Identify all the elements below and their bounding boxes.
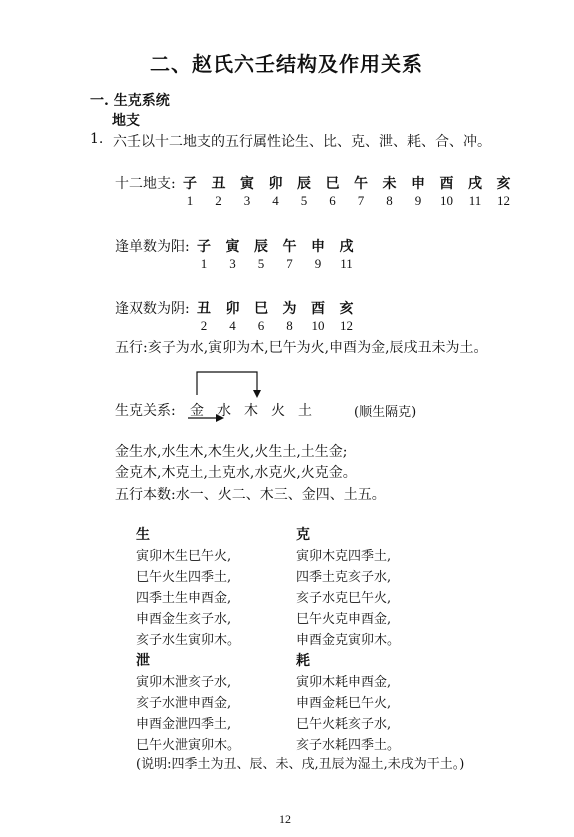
ke-line: 金克木,木克土,土克水,水克火,火克金。 bbox=[115, 465, 357, 481]
even-char: 卯 bbox=[225, 301, 240, 317]
branch-char: 亥 bbox=[496, 176, 511, 192]
xie-line-item: 巳午火泄寅卯木。 bbox=[136, 738, 241, 753]
branch-num: 10 bbox=[440, 193, 453, 208]
shengke-note: (顺生隔克) bbox=[354, 405, 417, 420]
even-num: 6 bbox=[257, 318, 265, 333]
branch-num: 7 bbox=[357, 193, 365, 208]
branch-char: 子 bbox=[183, 176, 197, 192]
xie-list bbox=[136, 671, 240, 755]
even-num: 4 bbox=[229, 318, 236, 333]
shengke-label: 生克关系: bbox=[115, 403, 176, 419]
sheng-header: 生 bbox=[136, 527, 150, 543]
even-char: 酉 bbox=[311, 301, 325, 317]
sheng-line-item: 亥子水生寅卯木。 bbox=[136, 633, 241, 648]
branch-char: 申 bbox=[411, 176, 425, 192]
hao-line-item: 巳午火耗亥子水, bbox=[296, 717, 392, 732]
odd-char: 辰 bbox=[254, 239, 268, 255]
page-title: 二、赵氏六壬结构及作用关系 bbox=[150, 52, 423, 76]
branch-num: 8 bbox=[386, 193, 393, 208]
sheng-line-item: 寅卯木生巳午火, bbox=[136, 549, 232, 564]
branch-char: 午 bbox=[354, 176, 368, 192]
hao-line-item: 寅卯木耗申酉金, bbox=[296, 675, 392, 690]
even-label: 逢双数为阴: bbox=[115, 301, 190, 317]
ke-line-item: 寅卯木克四季土, bbox=[296, 549, 392, 564]
branch-num: 1 bbox=[186, 193, 194, 208]
page-number: 12 bbox=[279, 812, 291, 826]
branch-char: 丑 bbox=[211, 176, 226, 192]
branch-char: 酉 bbox=[439, 176, 454, 192]
ke-header: 克 bbox=[296, 527, 310, 543]
odd-num: 11 bbox=[340, 256, 353, 271]
shengke-element: 土 bbox=[298, 403, 312, 419]
branch-char: 未 bbox=[382, 176, 397, 192]
even-num: 12 bbox=[340, 318, 353, 333]
sheng-list bbox=[136, 545, 240, 650]
shengke-element: 水 bbox=[217, 403, 231, 419]
odd-label: 逢单数为阳: bbox=[115, 239, 190, 255]
even-num: 8 bbox=[286, 318, 293, 333]
hao-list bbox=[296, 671, 400, 755]
branch-num: 4 bbox=[272, 193, 279, 208]
ke-line-item: 巳午火克申酉金, bbox=[296, 612, 392, 627]
hao-line-item: 申酉金耗巳午火, bbox=[296, 696, 392, 711]
ke-line-item: 亥子水克巳午火, bbox=[296, 591, 392, 606]
xie-line-item: 申酉金泄四季土, bbox=[136, 717, 232, 732]
odd-char: 申 bbox=[311, 239, 325, 255]
branches-label: 十二地支: bbox=[115, 176, 176, 192]
sheng-line-item: 申酉金生亥子水, bbox=[136, 612, 232, 627]
branch-char: 戌 bbox=[468, 176, 482, 192]
ke-line-item: 四季土克亥子水, bbox=[296, 570, 392, 585]
shengke-element: 木 bbox=[244, 403, 258, 419]
even-char: 丑 bbox=[197, 301, 211, 317]
benshu-line: 五行本数:水一、火二、木三、金四、土五。 bbox=[115, 487, 386, 503]
odd-num: 1 bbox=[200, 256, 208, 271]
shengke-element: 金 bbox=[190, 403, 204, 419]
sheng-line: 金生水,水生木,木生火,火生土,土生金; bbox=[115, 444, 348, 460]
branch-num: 11 bbox=[468, 193, 482, 208]
even-char: 亥 bbox=[339, 301, 354, 317]
odd-char: 戌 bbox=[339, 239, 354, 255]
branch-char: 辰 bbox=[297, 176, 311, 192]
sheng-line-item: 四季土生申酉金, bbox=[136, 591, 232, 606]
branch-num: 5 bbox=[300, 193, 308, 208]
odd-char: 子 bbox=[197, 239, 211, 255]
branch-char: 寅 bbox=[240, 176, 254, 192]
even-num: 10 bbox=[311, 318, 325, 333]
odd-num: 5 bbox=[257, 256, 265, 271]
xie-line-item: 寅卯木泄亥子水, bbox=[136, 675, 232, 690]
item-number: 1. bbox=[90, 131, 104, 147]
branch-num: 2 bbox=[215, 193, 222, 208]
xie-line-item: 亥子水泄申酉金, bbox=[136, 696, 232, 711]
shengke-element: 火 bbox=[271, 403, 285, 419]
section-heading: 一. 生克系统 bbox=[90, 93, 170, 109]
branch-char: 卯 bbox=[268, 176, 283, 192]
even-char: 巳 bbox=[254, 301, 268, 317]
odd-char: 寅 bbox=[225, 239, 240, 255]
branch-char: 巳 bbox=[325, 176, 340, 192]
odd-char: 午 bbox=[282, 239, 297, 255]
xie-header: 泄 bbox=[136, 653, 150, 669]
hao-header: 耗 bbox=[296, 653, 310, 669]
sheng-line-item: 巳午火生四季土, bbox=[136, 570, 232, 585]
hao-line-item: 亥子水耗四季土。 bbox=[296, 738, 401, 753]
ke-list bbox=[296, 545, 400, 650]
wuxing-line: 五行:亥子为水,寅卯为木,巳午为火,申酉为金,辰戌丑未为土。 bbox=[115, 340, 488, 356]
even-num: 2 bbox=[200, 318, 208, 333]
item-text: 六壬以十二地支的五行属性论生、比、克、泄、耗、合、冲。 bbox=[113, 134, 491, 150]
footnote: (说明:四季土为丑、辰、未、戌,丑辰为湿土,未戌为干土。) bbox=[136, 757, 465, 772]
branch-num: 3 bbox=[243, 193, 251, 208]
subsection-heading: 地支 bbox=[112, 113, 140, 129]
ke-line-item: 申酉金克寅卯木。 bbox=[296, 633, 401, 648]
odd-num: 7 bbox=[286, 256, 293, 271]
odd-num: 9 bbox=[314, 256, 322, 271]
odd-num: 3 bbox=[229, 256, 236, 271]
branch-num: 12 bbox=[497, 193, 510, 208]
branch-num: 6 bbox=[329, 193, 336, 208]
branch-num: 9 bbox=[414, 193, 422, 208]
even-char: 为 bbox=[282, 301, 297, 317]
